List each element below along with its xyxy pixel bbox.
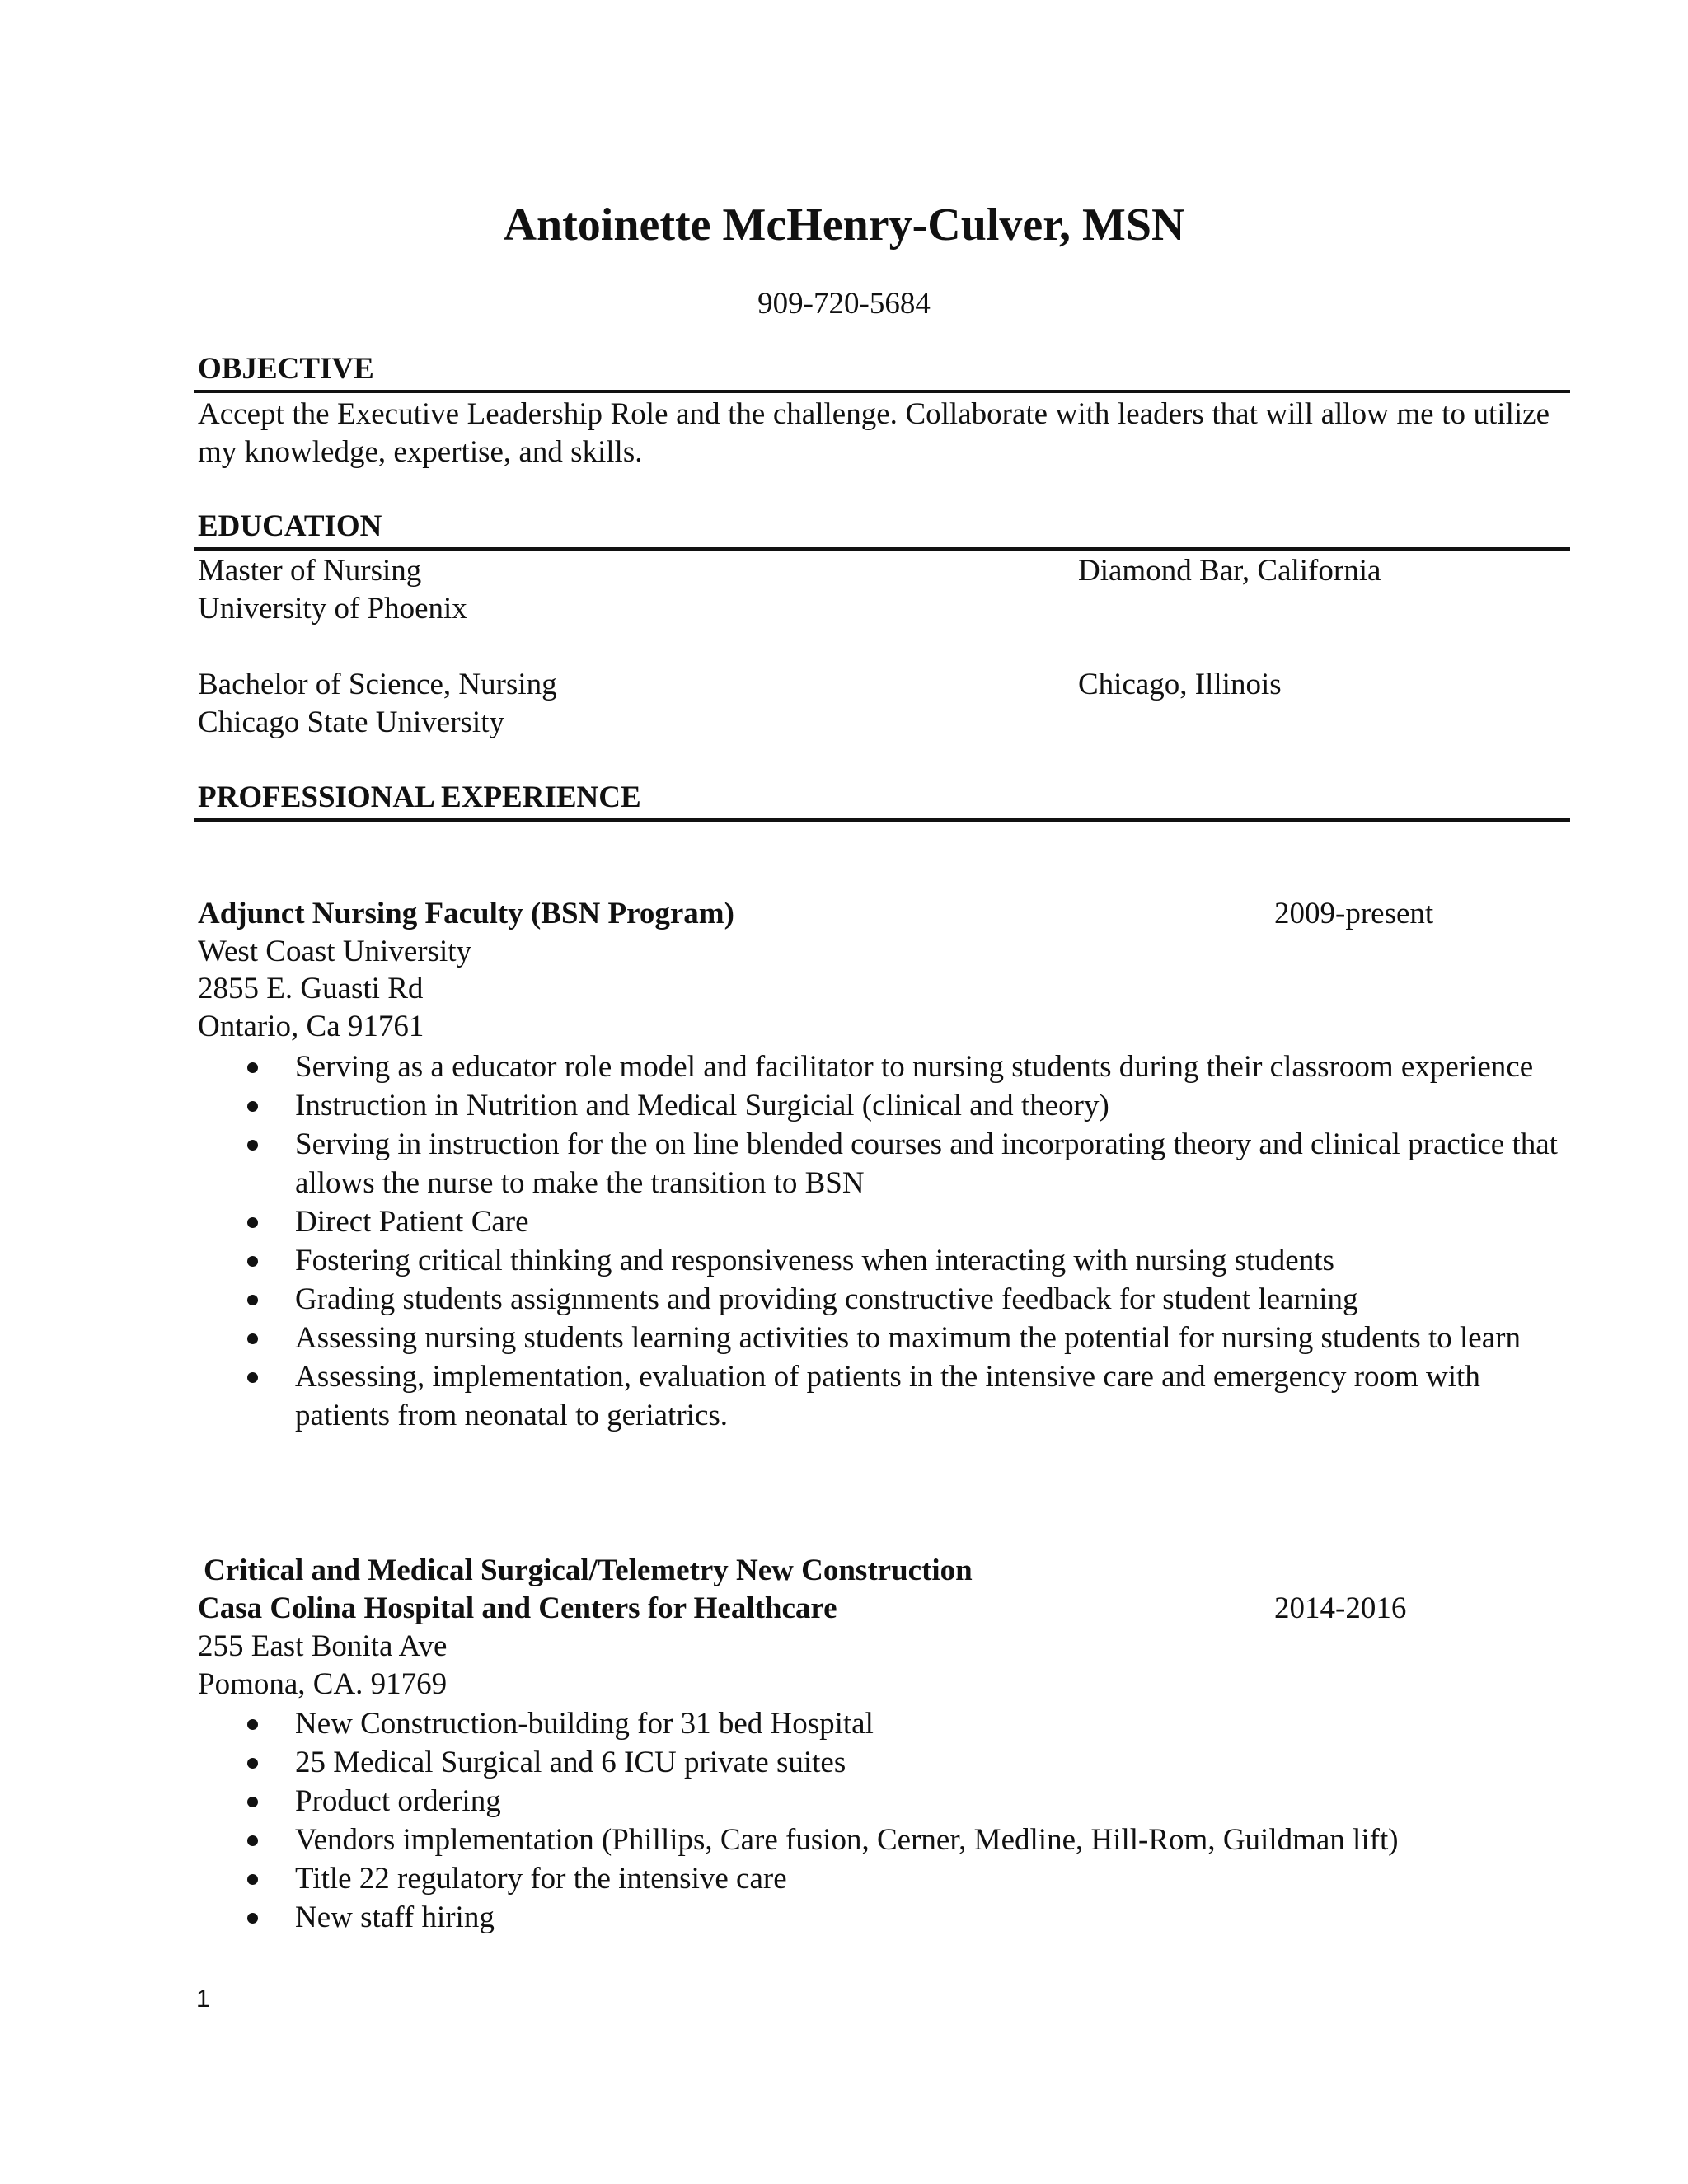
candidate-name: Antoinette McHenry-Culver, MSN: [503, 199, 1185, 251]
job-title: Critical and Medical Surgical/Telemetry New Construction: [204, 1554, 973, 1587]
education-heading: EDUCATION: [198, 509, 382, 543]
job-title: Adjunct Nursing Faculty (BSN Program): [198, 897, 734, 930]
list-item: Fostering critical thinking and responsiveness when interacting with nursing students: [198, 1241, 1570, 1280]
list-item: Assessing nursing students learning activities to maximum the potential for nursing students to learn: [198, 1319, 1570, 1357]
bullet-icon: [247, 1333, 258, 1344]
education-degree: Master of Nursing: [198, 554, 422, 588]
bullet-icon: [247, 1797, 258, 1807]
job-address-street: 2855 E. Guasti Rd: [198, 972, 424, 1005]
list-item: Instruction in Nutrition and Medical Surgicial (clinical and theory): [198, 1086, 1570, 1125]
bullet-icon: [247, 1913, 258, 1924]
page-number: 1: [196, 1985, 210, 2013]
job-employer: Casa Colina Hospital and Centers for Healthcare: [198, 1591, 837, 1625]
education-location: Chicago, Illinois: [1078, 668, 1282, 701]
job-employer: West Coast University: [198, 935, 472, 968]
bullet-icon: [247, 1372, 258, 1383]
bullet-icon: [247, 1835, 258, 1846]
job-address-city: Pomona, CA. 91769: [198, 1667, 448, 1701]
education-degree: Bachelor of Science, Nursing: [198, 668, 557, 701]
objective-heading: OBJECTIVE: [198, 352, 374, 386]
list-item: Direct Patient Care: [198, 1202, 1570, 1241]
job-address-street: 255 East Bonita Ave: [198, 1629, 448, 1663]
list-item: Product ordering: [198, 1782, 1570, 1821]
list-item: Assessing, implementation, evaluation of patients in the intensive care and emergency room with patients from neonatal to geriatrics.: [198, 1357, 1570, 1435]
bullet-icon: [247, 1758, 258, 1769]
education-location: Diamond Bar, California: [1078, 554, 1381, 588]
list-item: 25 Medical Surgical and 6 ICU private suites: [198, 1743, 1570, 1782]
list-item: New Construction-building for 31 bed Hospital: [198, 1704, 1570, 1743]
objective-text: Accept the Executive Leadership Role and the challenge. Collaborate with leaders that will allow me to utilize my knowledge, expertise, and skills.: [198, 397, 1550, 469]
phone-number: 909-720-5684: [757, 287, 931, 321]
list-item: Grading students assignments and providing constructive feedback for student learning: [198, 1280, 1570, 1319]
bullet-icon: [247, 1295, 258, 1305]
experience-divider: [194, 818, 1570, 822]
job-duties-list: [198, 1047, 1570, 1435]
education-school: University of Phoenix: [198, 592, 467, 626]
bullet-icon: [247, 1140, 258, 1151]
bullet-icon: [247, 1719, 258, 1730]
bullet-icon: [247, 1062, 258, 1073]
bullet-icon: [247, 1217, 258, 1228]
education-school: Chicago State University: [198, 705, 504, 739]
list-item: New staff hiring: [198, 1898, 1570, 1937]
objective-divider: [194, 390, 1570, 393]
bullet-icon: [247, 1101, 258, 1112]
job-duties-list: [198, 1704, 1570, 1937]
list-item: Serving in instruction for the on line blended courses and incorporating theory and clinical practice that allows the nurse to make the transition to BSN: [198, 1125, 1570, 1202]
experience-heading: PROFESSIONAL EXPERIENCE: [198, 780, 641, 814]
education-divider: [194, 547, 1570, 551]
list-item: Vendors implementation (Phillips, Care fusion, Cerner, Medline, Hill-Rom, Guildman lift): [198, 1821, 1570, 1859]
job-dates: 2014-2016: [1274, 1591, 1407, 1625]
job-address-city: Ontario, Ca 91761: [198, 1010, 424, 1043]
list-item: Serving as a educator role model and facilitator to nursing students during their classroom experience: [198, 1047, 1570, 1086]
list-item: Title 22 regulatory for the intensive care: [198, 1859, 1570, 1898]
job-dates: 2009-present: [1274, 897, 1434, 930]
bullet-icon: [247, 1874, 258, 1885]
bullet-icon: [247, 1256, 258, 1267]
